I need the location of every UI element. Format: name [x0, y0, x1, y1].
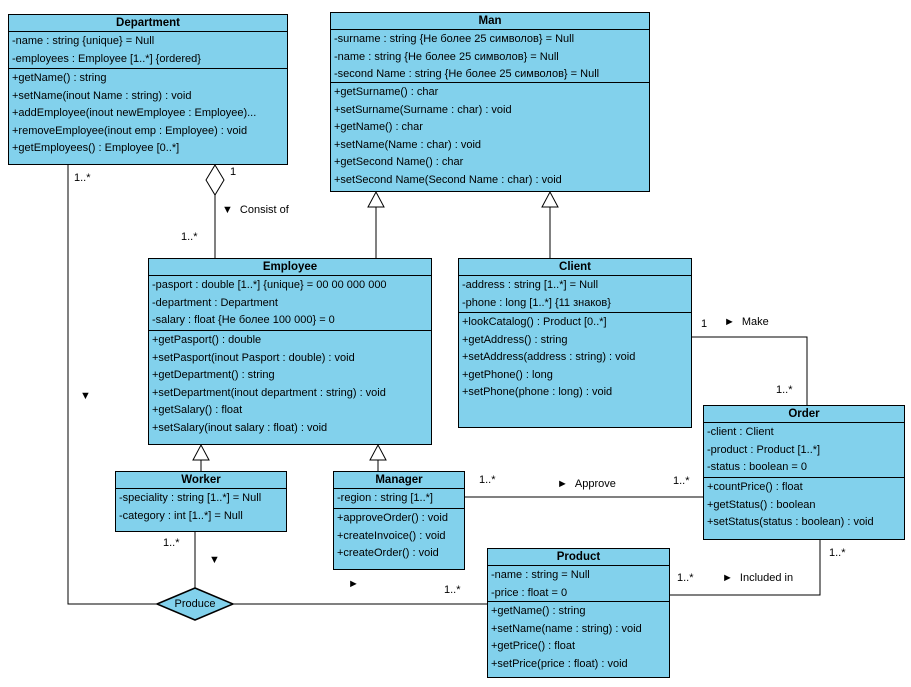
association-name-label: Approve — [574, 478, 616, 490]
multiplicity-label: 1..* — [479, 474, 496, 486]
operation-row: +removeEmployee(inout emp : Employee) : void — [12, 124, 248, 137]
operation-row: +setPrice(price : float) : void — [491, 657, 628, 670]
aggregation-diamond-icon — [206, 165, 224, 195]
class-operations — [704, 478, 904, 539]
class-operations — [459, 313, 691, 427]
class-attributes — [704, 423, 904, 478]
multiplicity-label: 1..* — [673, 475, 690, 487]
class-attributes — [331, 30, 649, 83]
operation-row: +setName(inout Name : string) : void — [12, 89, 192, 102]
multiplicity-label: 1..* — [444, 584, 461, 596]
operation-row: +getDepartment() : string — [152, 369, 275, 381]
class-attributes — [149, 276, 431, 331]
generalization-arrowhead-icon — [370, 445, 386, 460]
operation-row: +setPasport(inout Pasport : double) : void — [152, 351, 355, 364]
attribute-row: -employees : Employee [1..*] {ordered} — [12, 52, 201, 65]
association-name-label: Make — [741, 316, 769, 328]
attribute-row: -region : string [1..*] — [337, 492, 433, 504]
class-operations — [149, 331, 431, 444]
class-operations — [331, 83, 649, 191]
generalization-arrowhead-icon — [193, 445, 209, 460]
attribute-row: -name : string {Не более 25 символов} = Null — [334, 50, 559, 63]
multiplicity-label: 1..* — [163, 537, 180, 549]
class-order[interactable] — [703, 405, 905, 540]
attribute-row: -address : string [1..*] = Null — [462, 279, 599, 291]
multiplicity-label: 1 — [701, 318, 708, 330]
operation-row: +getEmployees() : Employee [0..*] — [12, 142, 180, 154]
multiplicity-label: 1..* — [181, 231, 198, 243]
edge-department-produce[interactable] — [68, 165, 157, 604]
multiplicity-label: 1..* — [829, 547, 846, 559]
attribute-row: -status : boolean = 0 — [707, 461, 807, 473]
edge-order-product-included-in[interactable] — [670, 540, 820, 595]
class-operations — [334, 509, 464, 569]
operation-row: +getPasport() : double — [152, 334, 262, 346]
class-employee[interactable] — [148, 258, 432, 445]
association-name-produce: Produce — [174, 598, 216, 610]
operation-row: +getSurname() : char — [334, 86, 439, 98]
operation-row: +createOrder() : void — [337, 547, 439, 559]
attribute-row: -category : int [1..*] = Null — [119, 509, 243, 522]
attribute-row: -pasport : double [1..*] {unique} = 00 00 000 000 — [152, 279, 387, 291]
class-attributes — [334, 489, 464, 509]
operation-row: +setSurname(Surname : char) : void — [334, 103, 512, 116]
multiplicity-label: 1 — [230, 166, 237, 178]
direction-arrow-down-icon: ▼ — [80, 390, 91, 402]
operation-row: +setDepartment(inout department : string) : void — [152, 386, 386, 399]
operation-row: +getAddress() : string — [462, 333, 568, 346]
association-name-label: Included in — [739, 572, 794, 584]
class-product[interactable] — [487, 548, 670, 678]
direction-arrow-right-icon: ► — [724, 316, 735, 328]
operation-row: +setSecond Name(Second Name : char) : void — [334, 173, 562, 186]
operation-row: +getName() : char — [334, 121, 423, 133]
operation-row: +createInvoice() : void — [337, 529, 446, 542]
association-name-approve — [557, 478, 616, 491]
operation-row: +setName(name : string) : void — [491, 622, 642, 635]
operation-row: +countPrice() : float — [707, 481, 803, 493]
class-manager[interactable] — [333, 471, 465, 570]
direction-arrow-right-icon: ► — [722, 572, 733, 584]
class-title: Department — [9, 15, 287, 32]
class-attributes — [9, 32, 287, 69]
attribute-row: -price : float = 0 — [491, 586, 568, 599]
class-title: Order — [704, 406, 904, 423]
association-name-make — [724, 316, 769, 329]
attribute-row: -speciality : string [1..*] = Null — [119, 492, 262, 504]
class-attributes — [116, 489, 286, 531]
class-operations — [488, 602, 669, 677]
multiplicity-label: 1..* — [677, 572, 694, 584]
direction-arrow-right-icon: ► — [348, 578, 359, 590]
multiplicity-label: 1..* — [776, 384, 793, 396]
attribute-row: -product : Product [1..*] — [707, 443, 821, 456]
attribute-row: -name : string {unique} = Null — [12, 35, 155, 47]
class-title: Worker — [116, 472, 286, 489]
operation-row: +getStatus() : boolean — [707, 498, 816, 511]
class-title: Employee — [149, 259, 431, 276]
class-department[interactable] — [8, 14, 288, 165]
operation-row: +getPrice() : float — [491, 640, 576, 652]
attribute-row: -salary : float {Не более 100 000} = 0 — [152, 314, 335, 326]
class-client[interactable] — [458, 258, 692, 428]
operation-row: +setSalary(inout salary : float) : void — [152, 421, 328, 434]
operation-row: +lookCatalog() : Product [0..*] — [462, 316, 607, 328]
multiplicity-label: 1..* — [74, 172, 91, 184]
generalization-arrowhead-icon — [368, 192, 384, 207]
class-title: Client — [459, 259, 691, 276]
operation-row: +setStatus(status : boolean) : void — [707, 516, 874, 528]
attribute-row: -department : Department — [152, 296, 278, 309]
operation-row: +getName() : string — [491, 605, 586, 617]
direction-arrow-down-icon: ▼ — [209, 554, 220, 566]
operation-row: +setName(Name : char) : void — [334, 138, 482, 151]
attribute-row: -surname : string {Не более 25 символов} = Null — [334, 33, 575, 45]
generalization-arrowhead-icon — [542, 192, 558, 207]
class-worker[interactable] — [115, 471, 287, 532]
attribute-row: -client : Client — [707, 426, 774, 438]
class-title: Man — [331, 13, 649, 30]
operation-row: +approveOrder() : void — [337, 512, 448, 524]
direction-arrow-down-icon: ▼ — [222, 204, 233, 216]
direction-arrow-right-icon: ► — [557, 478, 568, 490]
association-name-included-in — [722, 572, 793, 585]
association-name-label: Consist of — [239, 204, 289, 216]
class-title: Product — [488, 549, 669, 566]
class-attributes — [488, 566, 669, 602]
operation-row: +getSalary() : float — [152, 404, 243, 416]
attribute-row: -phone : long [1..*] {11 знаков} — [462, 296, 611, 309]
class-man[interactable] — [330, 12, 650, 192]
attribute-row: -name : string = Null — [491, 569, 590, 581]
class-attributes — [459, 276, 691, 313]
association-name-consist-of — [222, 204, 289, 217]
operation-row: +setAddress(address : string) : void — [462, 351, 636, 363]
operation-row: +addEmployee(inout newEmployee : Employee)... — [12, 107, 257, 119]
operation-row: +getPhone() : long — [462, 368, 553, 381]
attribute-row: -second Name : string {Не более 25 символов} = Null — [334, 68, 600, 80]
operation-row: +setPhone(phone : long) : void — [462, 386, 613, 398]
operation-row: +getSecond Name() : char — [334, 156, 464, 168]
class-title: Manager — [334, 472, 464, 489]
operation-row: +getName() : string — [12, 72, 107, 84]
class-operations — [9, 69, 287, 164]
